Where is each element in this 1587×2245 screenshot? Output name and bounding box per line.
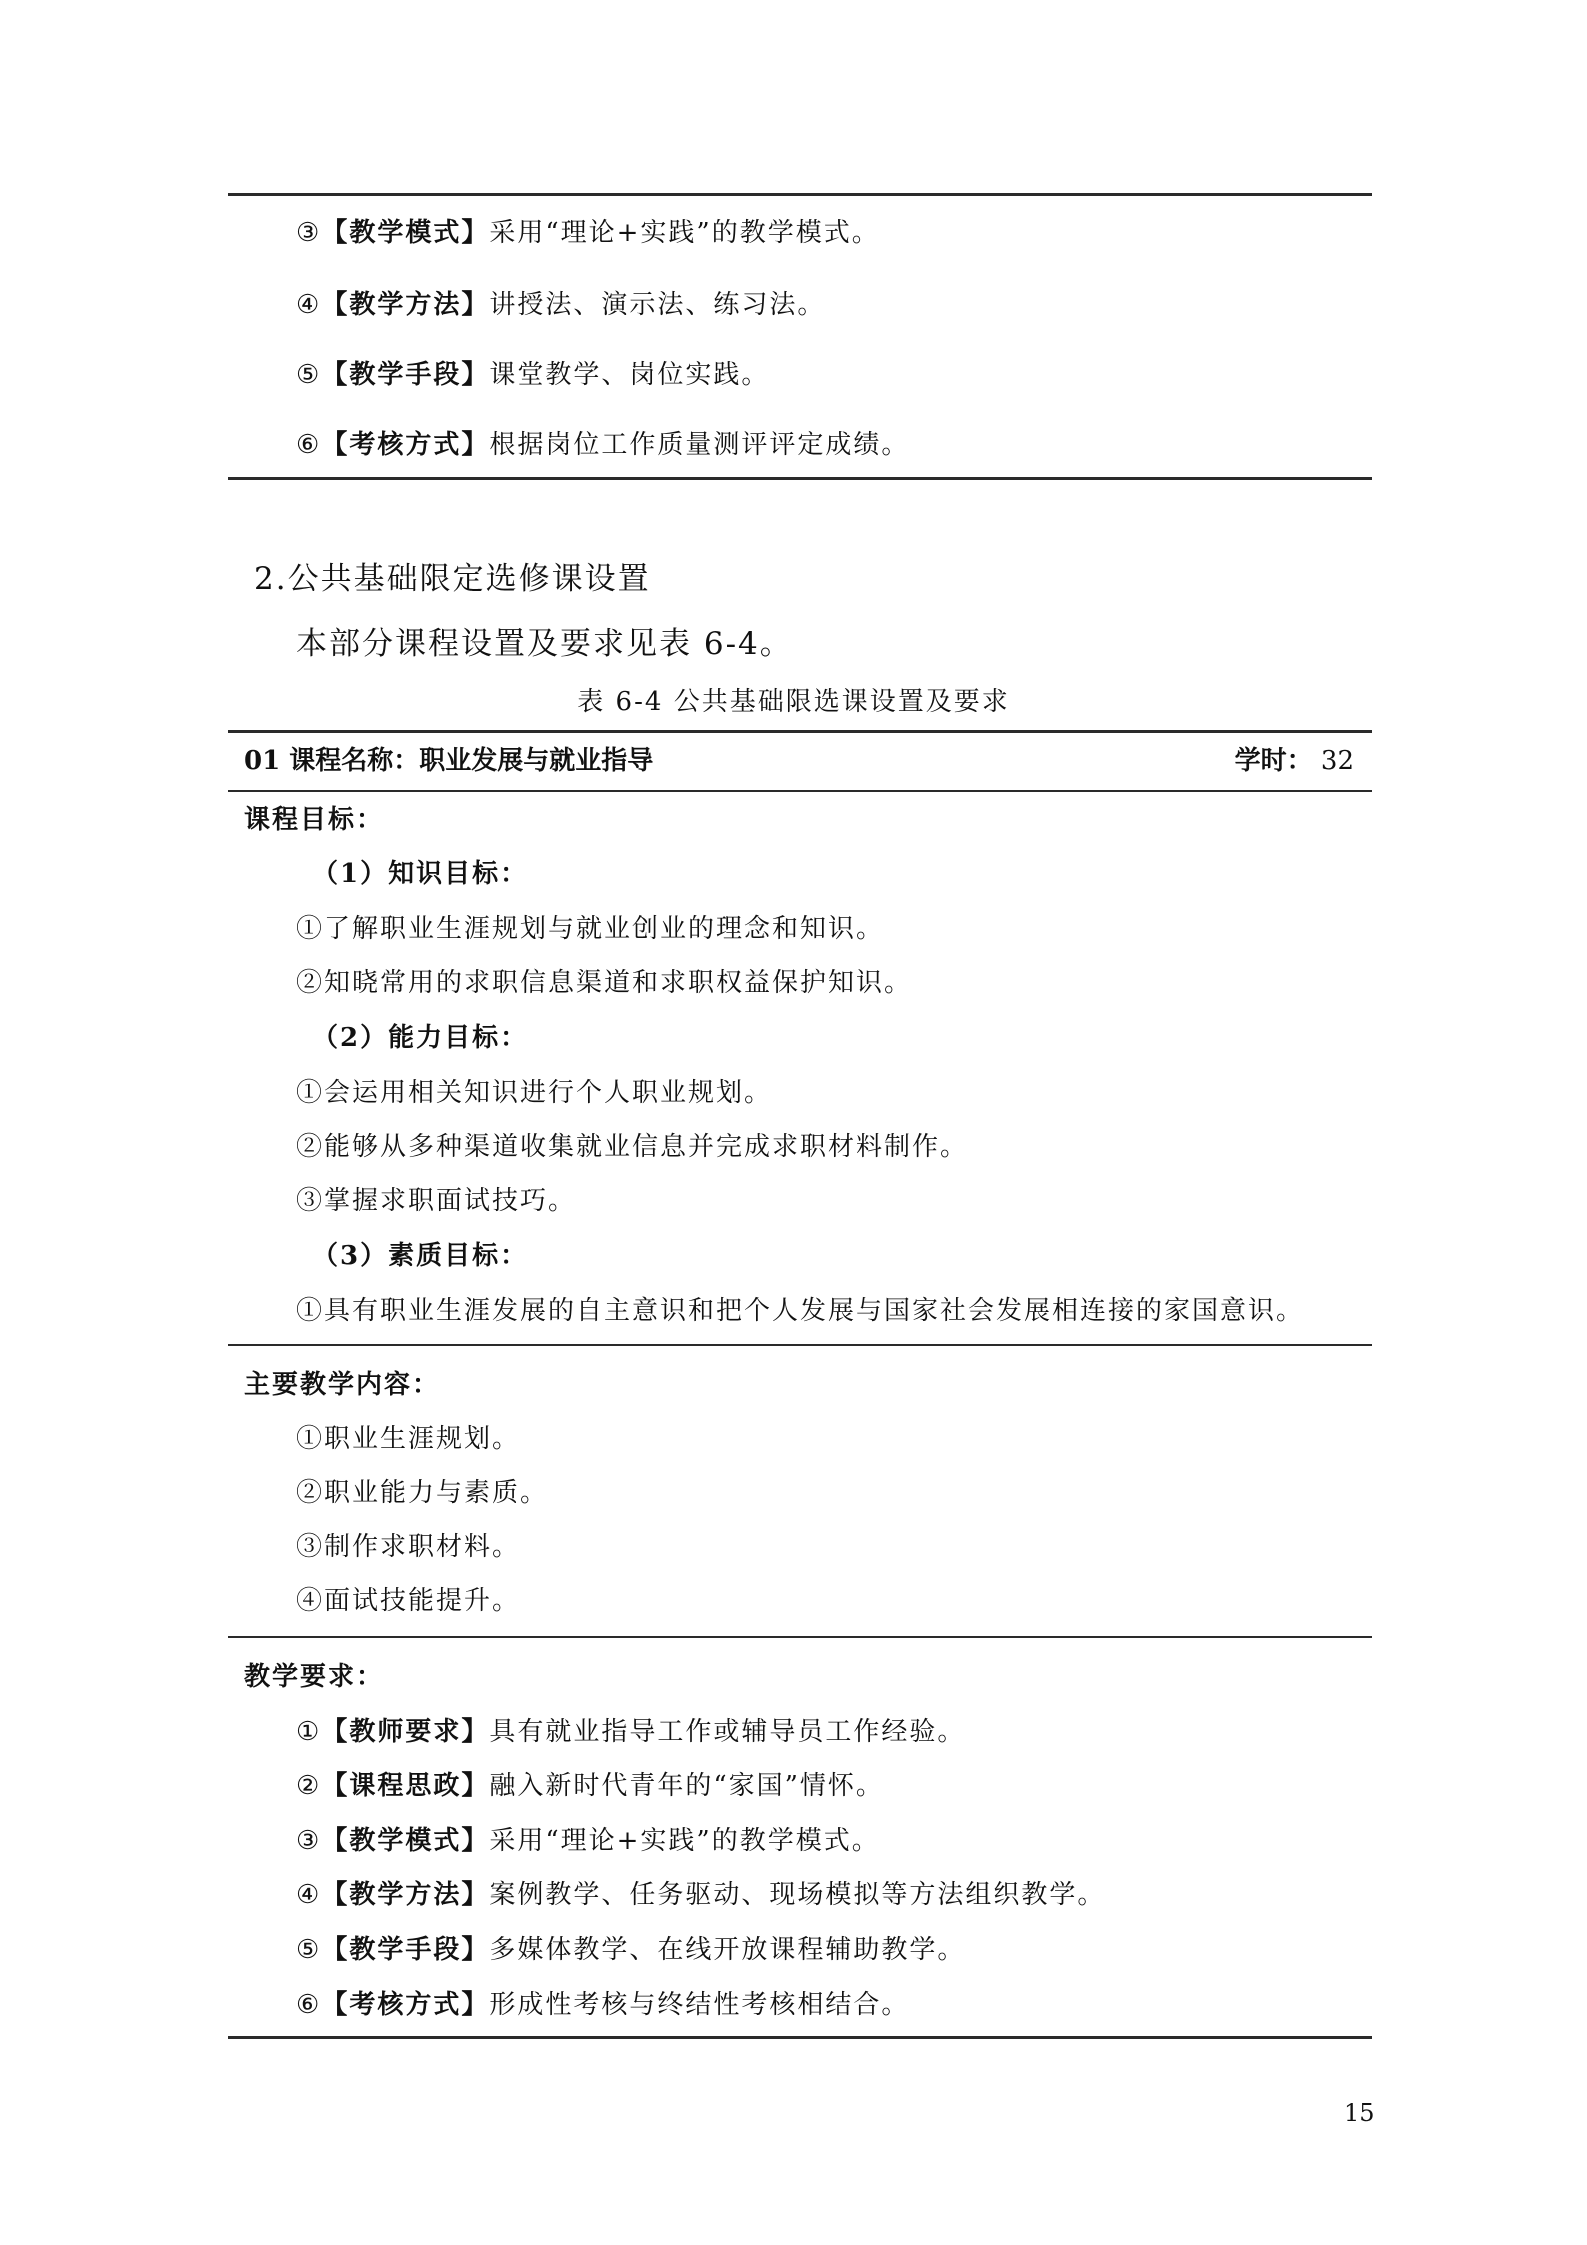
table-bottom-rule <box>228 2036 1372 2039</box>
prev-requirement-item: ⑤【教学手段】课堂教学、岗位实践。 <box>296 360 770 390</box>
knowledge-heading: （1）知识目标： <box>312 859 529 889</box>
content-heading: 主要教学内容： <box>244 1370 441 1400</box>
table-row-divider <box>228 790 1372 792</box>
list-item: ④面试技能提升。 <box>296 1586 521 1616</box>
list-item: ②能够从多种渠道收集就业信息并完成求职材料制作。 <box>296 1132 969 1162</box>
requirement-item: ⑤【教学手段】多媒体教学、在线开放课程辅助教学。 <box>296 1935 966 1965</box>
table-top-rule <box>228 730 1372 733</box>
quality-heading: （3）素质目标： <box>312 1241 529 1271</box>
objectives-heading: 课程目标： <box>244 805 385 835</box>
requirements-heading: 教学要求： <box>244 1662 385 1692</box>
list-item: ②知晓常用的求职信息渠道和求职权益保护知识。 <box>296 968 913 998</box>
list-item: ③掌握求职面试技巧。 <box>296 1186 577 1216</box>
course-name: 01 课程名称：职业发展与就业指导 <box>244 746 654 776</box>
table-row-divider <box>228 1344 1372 1346</box>
table-caption: 表 6-4 公共基础限选课设置及要求 <box>577 687 1010 717</box>
list-item: ①具有职业生涯发展的自主意识和把个人发展与国家社会发展相连接的家国意识。 <box>296 1296 1305 1326</box>
list-item: ①职业生涯规划。 <box>296 1424 521 1454</box>
prev-requirement-item: ③【教学模式】采用“理论+实践”的教学模式。 <box>296 218 880 248</box>
list-item: ①会运用相关知识进行个人职业规划。 <box>296 1078 773 1108</box>
requirement-item: ⑥【考核方式】形成性考核与终结性考核相结合。 <box>296 1990 910 2020</box>
list-item: ①了解职业生涯规划与就业创业的理念和知识。 <box>296 914 885 944</box>
requirement-item: ④【教学方法】案例教学、任务驱动、现场模拟等方法组织教学。 <box>296 1880 1106 1910</box>
table-top-rule <box>228 193 1372 196</box>
list-item: ③制作求职材料。 <box>296 1532 521 1562</box>
requirement-item: ③【教学模式】采用“理论+实践”的教学模式。 <box>296 1826 880 1856</box>
prev-requirement-item: ⑥【考核方式】根据岗位工作质量测评评定成绩。 <box>296 430 910 460</box>
course-header-row <box>244 740 1354 777</box>
table-bottom-rule <box>228 477 1372 480</box>
table-row-divider <box>228 1636 1372 1638</box>
ability-heading: （2）能力目标： <box>312 1023 529 1053</box>
requirement-item: ②【课程思政】融入新时代青年的“家国”情怀。 <box>296 1771 884 1801</box>
page-number: 15 <box>1344 2099 1375 2127</box>
section-title: 2.公共基础限定选修课设置 <box>254 561 651 597</box>
requirement-item: ①【教师要求】具有就业指导工作或辅导员工作经验。 <box>296 1717 966 1747</box>
prev-requirement-item: ④【教学方法】讲授法、演示法、练习法。 <box>296 290 826 320</box>
list-item: ②职业能力与素质。 <box>296 1478 549 1508</box>
section-description: 本部分课程设置及要求见表 6-4。 <box>296 626 793 662</box>
course-hours: 学时： 32 <box>1234 746 1354 776</box>
